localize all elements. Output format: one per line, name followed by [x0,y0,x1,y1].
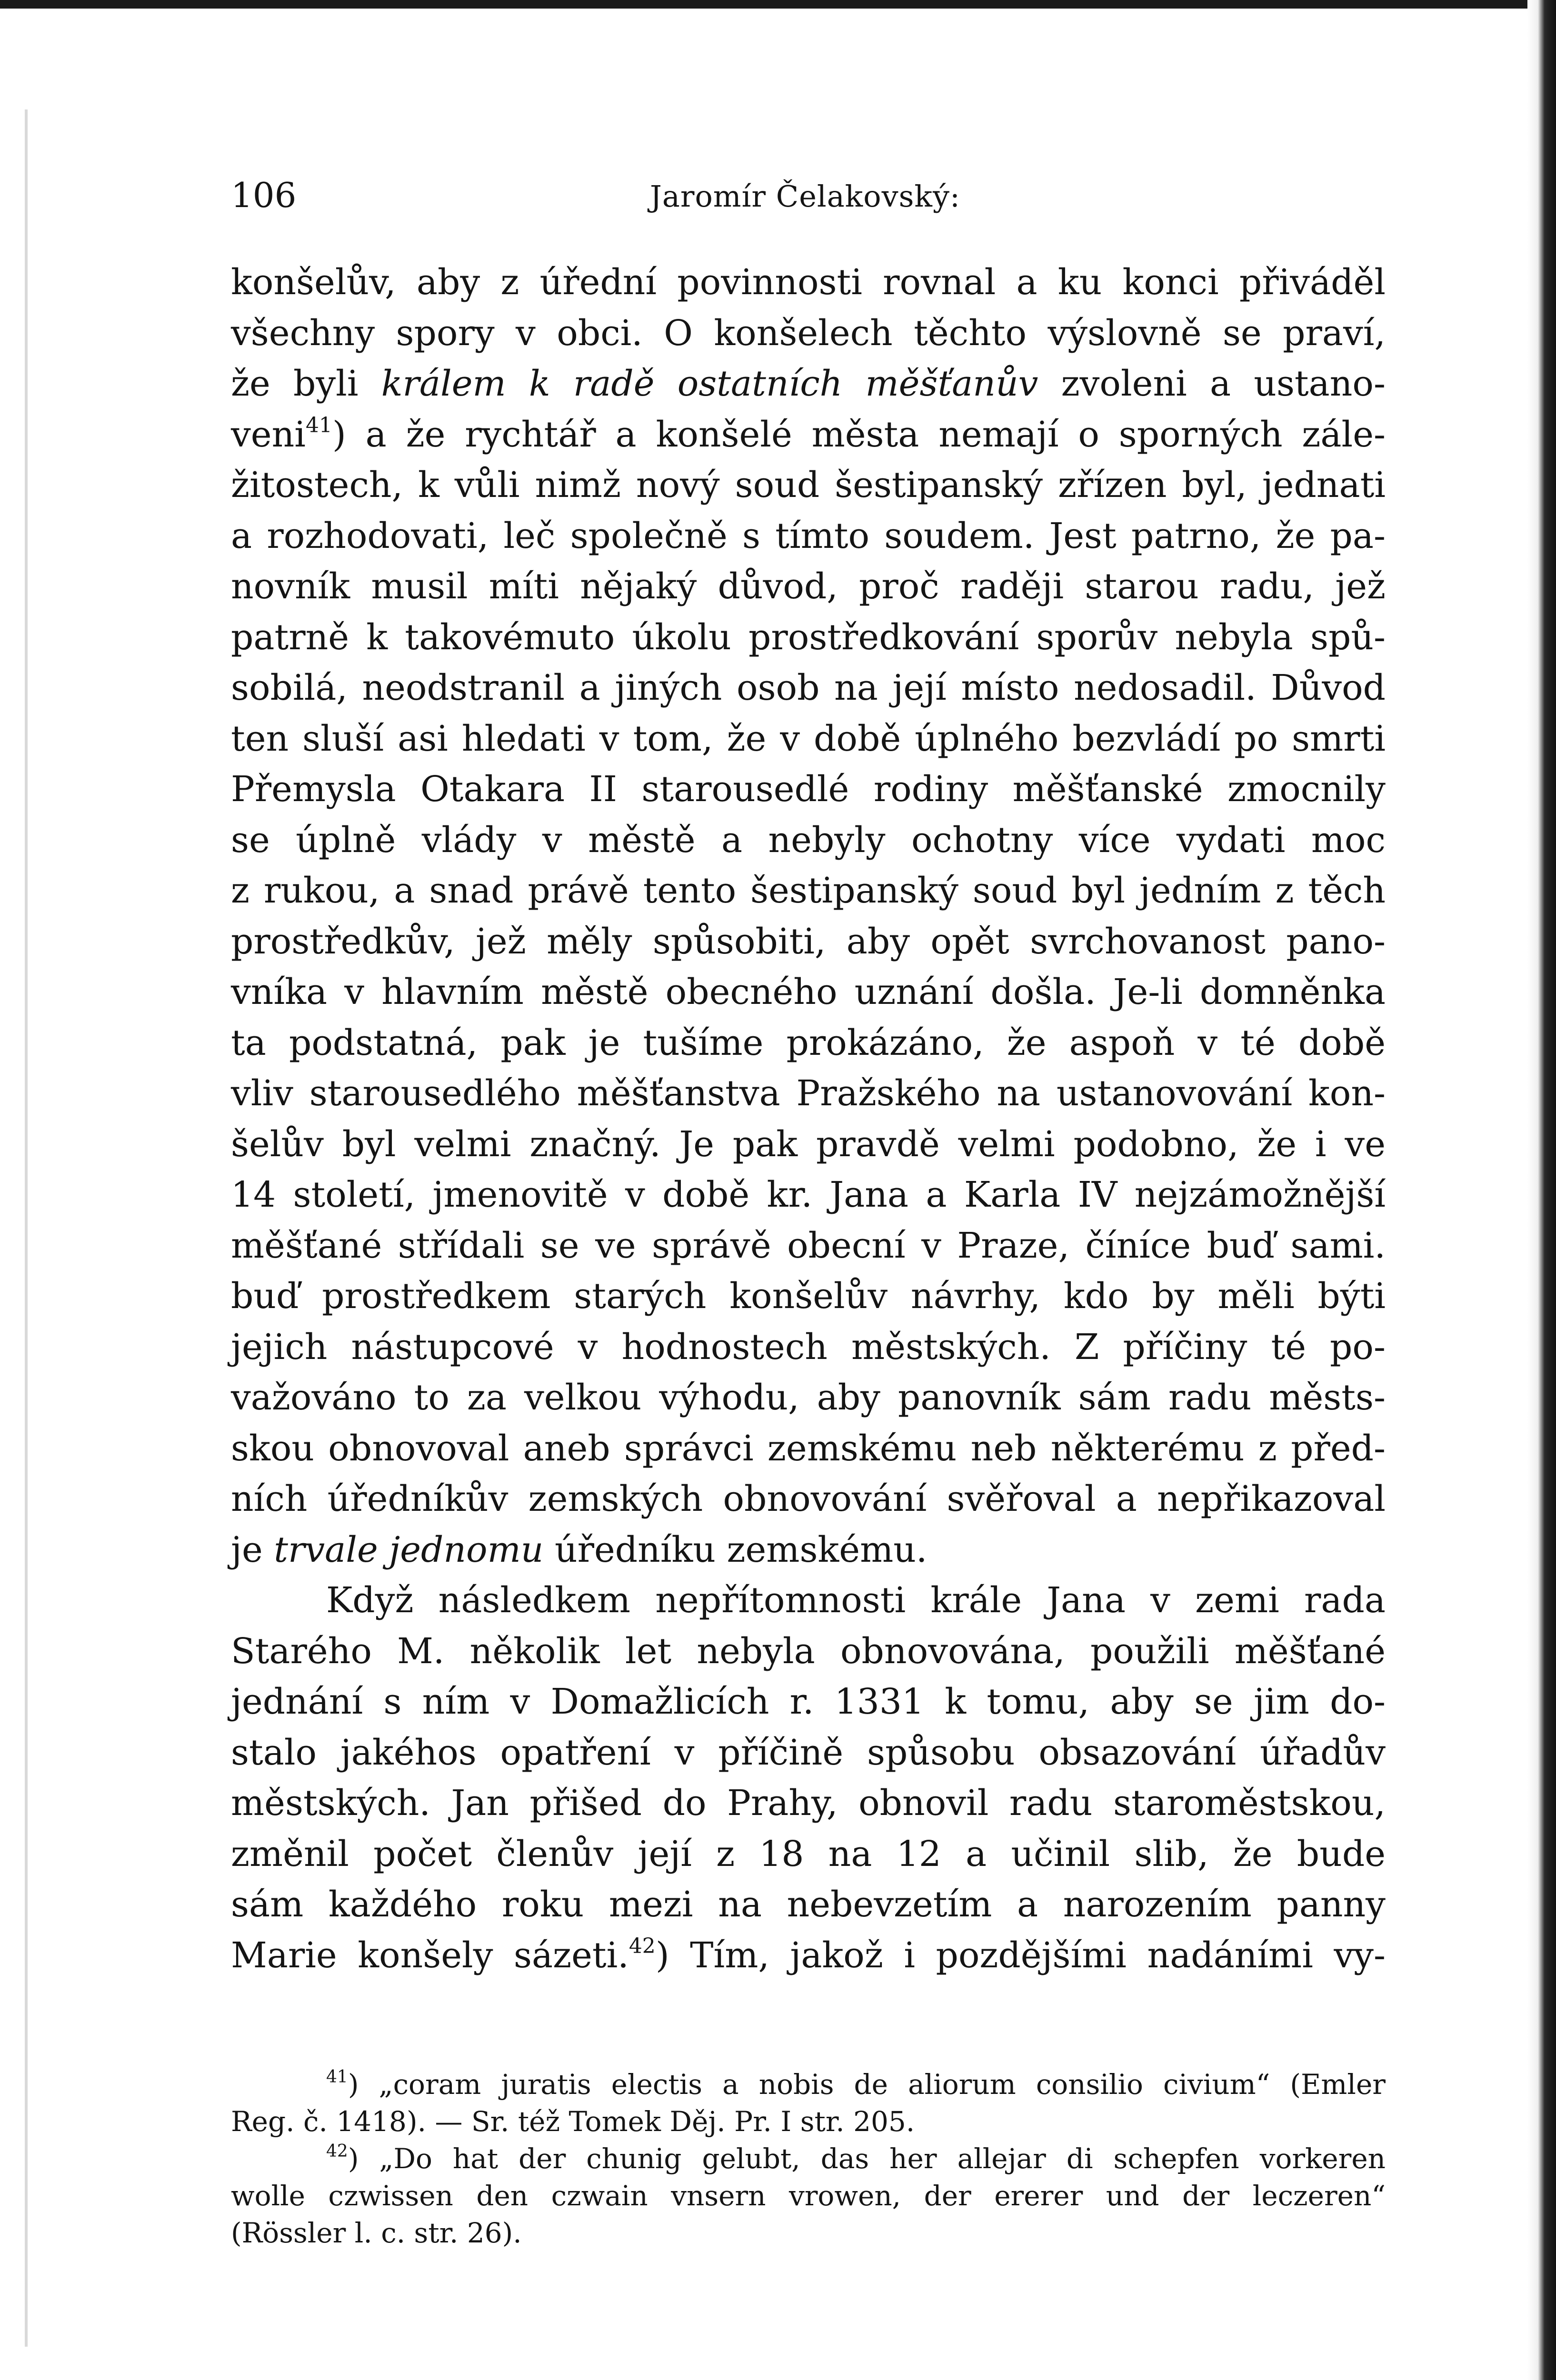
text-line: ta podstatná, pak je tušíme prokázáno, že aspoň v té době [231,1022,1386,1063]
text-segment: ) a že rychtář a konšelé města nemají o sporných zále- [332,414,1386,455]
text-line: Přemysla Otakara II starousedlé rodiny měšťanské zmocnily [231,769,1386,810]
text-line: novník musil míti nějaký důvod, proč raději starou radu, jež [231,566,1386,607]
text-segment: veni [231,414,306,455]
text-line: Starého M. několik let nebyla obnovována, použili měšťané [231,1630,1386,1672]
text-line: šelův byl velmi značný. Je pak pravdě velmi podobno, že i ve [231,1123,1386,1165]
text-line: sobilá, neodstranil a jiných osob na její místo nedosadil. Důvod [231,667,1386,708]
text-line: prostředkův, jež měly spůsobiti, aby opět svrchovanost pano- [231,921,1386,962]
text-line [231,1525,1386,1576]
text-line: městských. Jan přišed do Prahy, obnovil radu staroměstskou, [231,1783,1386,1824]
text-line: ten sluší asi hledati v tom, že v době úplného bezvládí po smrti [231,718,1386,759]
text-line: žitostech, k vůli nimž nový soud šestipanský zřízen byl, jednati [231,465,1386,506]
text-line: buď prostředkem starých konšelův návrhy, kdo by měli býti [231,1276,1386,1317]
text-line: ních úředníkův zemských obnovování svěřoval a nepřikazoval [231,1478,1386,1519]
text-line: Když následkem nepřítomnosti krále Jana v zemi rada [326,1580,1386,1621]
scan-border-left [25,109,28,2347]
footnote-42-line [231,2140,1386,2177]
footnotes [231,2066,1386,2251]
text-line [231,358,1386,409]
text-segment: je [231,1529,274,1570]
text-segment: Marie konšely sázeti. [231,1934,629,1976]
text-line: a rozhodovati, leč společně s tímto soudem. Jest patrno, že pa- [231,515,1386,556]
footnote-42-line: (Rössler l. c. str. 26). [231,2217,522,2249]
text-line: měšťané střídali se ve správě obecní v Praze, číníce buď sami. [231,1225,1386,1266]
scan-border-top [0,0,1556,9]
page-number: 106 [231,175,297,215]
running-head: Jaromír Čelakovský: [650,179,960,214]
footnote-41-line: Reg. č. 1418). — Sr. též Tomek Děj. Pr. I str. 205. [231,2105,915,2138]
text-line: z rukou, a snad právě tento šestipanský soud byl jedním z těch [231,870,1386,911]
text-line [231,1930,1386,1981]
text-line: jejich nástupcové v hodnostech městských. Z příčiny té po- [231,1326,1386,1368]
text-segment: že byli [231,363,381,404]
text-line: změnil počet členův její z 18 na 12 a učinil slib, že bude [231,1833,1386,1874]
scan-border-right [1527,0,1556,2380]
text-line: jednání s ním v Domažlicích r. 1331 k tomu, aby se jim do- [231,1681,1386,1722]
page-header [231,169,995,221]
text-line: vníka v hlavním městě obecného uznání došla. Je-li domněnka [231,972,1386,1012]
footnote-marker-42: 42 [326,2142,348,2161]
text-line: vliv starousedlého měšťanstva Pražského na ustanovování kon- [231,1073,1386,1114]
italic-phrase: králem k radě ostatních měšťanův [381,363,1038,404]
text-line: 14 století, jmenovitě v době kr. Jana a Karla IV nejzámožnější [231,1174,1386,1215]
text-line [231,409,1386,460]
text-line: važováno to za velkou výhodu, aby panovník sám radu městs- [231,1377,1386,1418]
text-line: se úplně vlády v městě a nebyly ochotny více vydati moc [231,819,1386,861]
text-line: konšelův, aby z úřední povinnosti rovnal a ku konci přiváděl [231,262,1386,303]
text-line: skou obnovoval aneb správci zemskému neb některému z před- [231,1428,1386,1469]
text-segment: zvoleni a ustano- [1038,363,1386,404]
text-line: patrně k takovémuto úkolu prostředkování sporův nebyla spů- [231,616,1386,658]
text-line: všechny spory v obci. O konšelech těchto výslovně se praví, [231,312,1386,354]
text-segment: ) „Do hat der chunig gelubt, das her allejar di schepfen vorkeren [348,2142,1386,2175]
text-line: sám každého roku mezi na nebevzetím a narozením panny [231,1884,1386,1925]
footnote-marker-41: 41 [326,2067,348,2087]
footnote-41-line [231,2066,1386,2103]
text-line: stalo jakéhos opatření v příčině spůsobu obsazování úřadův [231,1732,1386,1773]
footnote-ref-41: 41 [305,413,332,437]
text-segment: úředníku zemskému. [543,1529,928,1570]
text-segment: ) Tím, jakož i pozdějšími nadáními vy- [655,1934,1386,1976]
main-text [231,257,1386,1981]
footnote-ref-42: 42 [628,1934,656,1958]
italic-phrase: trvale jednomu [274,1529,544,1570]
footnote-42-line: wolle czwissen den czwain vnsern vrowen, der ererer und der leczeren“ [231,2180,1386,2212]
text-segment: ) „coram juratis electis a nobis de aliorum consilio civium“ (Emler [348,2068,1386,2101]
